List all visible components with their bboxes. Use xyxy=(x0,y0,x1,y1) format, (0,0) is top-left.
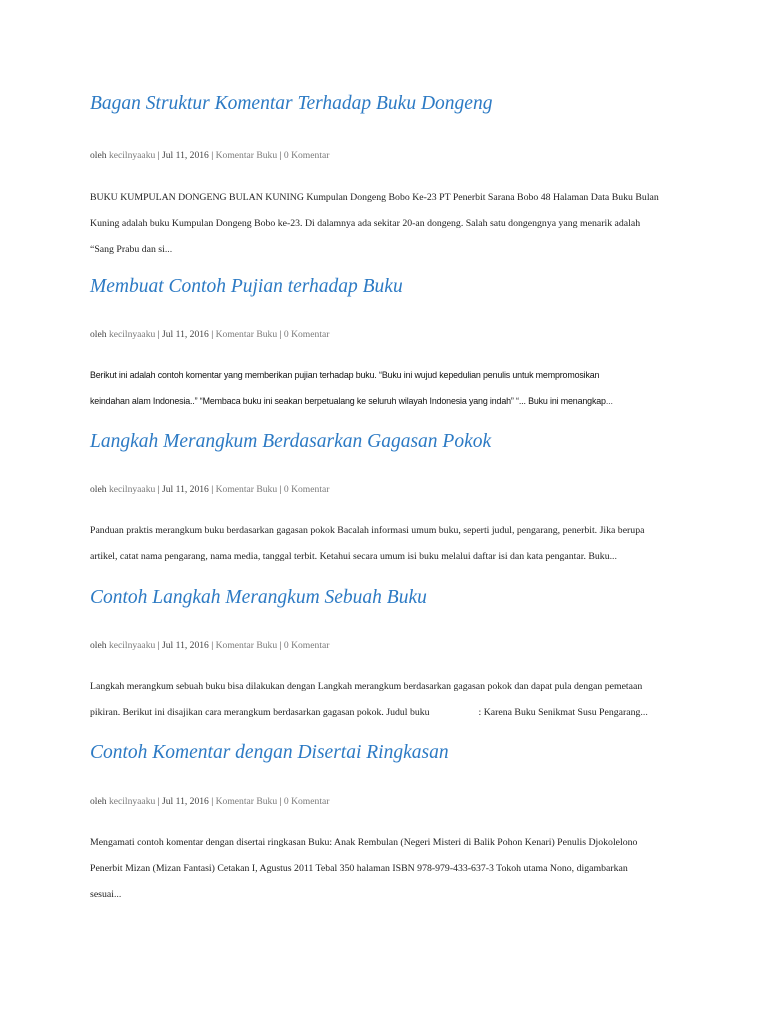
meta-category-link[interactable]: Komentar Buku xyxy=(215,329,278,340)
post-1 xyxy=(90,91,690,263)
excerpt-ellipsis: ... xyxy=(609,551,617,562)
meta-comments-link[interactable]: 0 Komentar xyxy=(283,484,330,495)
meta-by-label: oleh xyxy=(90,484,107,495)
post-excerpt xyxy=(90,674,690,726)
post-meta xyxy=(90,484,690,496)
post-meta xyxy=(90,796,690,808)
post-title[interactable]: Bagan Struktur Komentar Terhadap Buku Dongeng xyxy=(90,93,493,114)
post-4 xyxy=(90,585,690,726)
meta-separator: | xyxy=(157,329,160,340)
meta-date: Jul 11, 2016 xyxy=(162,484,209,495)
meta-by-label: oleh xyxy=(90,796,107,807)
meta-author-link[interactable]: kecilnyaaku xyxy=(108,329,156,340)
post-title[interactable]: Membuat Contoh Pujian terhadap Buku xyxy=(90,276,403,297)
meta-separator: | xyxy=(157,484,160,495)
meta-comments-link[interactable]: 0 Komentar xyxy=(283,150,330,161)
meta-author-link[interactable]: kecilnyaaku xyxy=(108,484,156,495)
excerpt-ellipsis: ... xyxy=(640,707,648,718)
excerpt-line: Langkah merangkum sebuah buku bisa dilakukan dengan Langkah merangkum berdasarkan gagasan pokok dan dapat pula dengan pemetaan xyxy=(90,681,643,692)
post-meta xyxy=(90,329,690,341)
meta-date: Jul 11, 2016 xyxy=(162,329,209,340)
meta-category-link[interactable]: Komentar Buku xyxy=(215,640,278,651)
post-title[interactable]: Contoh Langkah Merangkum Sebuah Buku xyxy=(90,587,427,608)
meta-separator: | xyxy=(211,640,214,651)
meta-by-label: oleh xyxy=(90,329,107,340)
meta-category-link[interactable]: Komentar Buku xyxy=(215,484,278,495)
post-excerpt xyxy=(90,830,690,908)
meta-author-link[interactable]: kecilnyaaku xyxy=(108,796,156,807)
excerpt-ellipsis: ... xyxy=(605,396,613,406)
excerpt-line: Kuning adalah buku Kumpulan Dongeng Bobo ke-23. Di dalamnya ada sekitar 20-an dongeng. Salah satu dongengnya yang menarik adalah xyxy=(90,218,641,229)
excerpt-text: “Sang Prabu dan si xyxy=(90,244,165,255)
meta-separator: | xyxy=(279,796,282,807)
meta-comments-link[interactable]: 0 Komentar xyxy=(283,796,330,807)
meta-author-link[interactable]: kecilnyaaku xyxy=(108,640,156,651)
meta-separator: | xyxy=(157,640,160,651)
meta-separator: | xyxy=(279,329,282,340)
excerpt-line: Berikut ini adalah contoh komentar yang memberikan pujian terhadap buku. “Buku ini wujud kepedulian penulis untuk mempromosikan xyxy=(90,370,600,380)
meta-separator: | xyxy=(157,150,160,161)
excerpt-line xyxy=(90,237,690,263)
meta-author-link[interactable]: kecilnyaaku xyxy=(108,150,156,161)
post-2 xyxy=(90,274,690,414)
post-excerpt xyxy=(90,362,690,414)
meta-by-label: oleh xyxy=(90,640,107,651)
meta-separator: | xyxy=(211,796,214,807)
excerpt-line: Mengamati contoh komentar dengan disertai ringkasan Buku: Anak Rembulan (Negeri Misteri di Balik Pohon Kenari) Penulis Djokolelono xyxy=(90,837,638,848)
excerpt-line xyxy=(90,388,690,414)
post-excerpt xyxy=(90,185,690,263)
meta-separator: | xyxy=(157,796,160,807)
post-3 xyxy=(90,429,690,570)
post-title[interactable]: Langkah Merangkum Berdasarkan Gagasan Pokok xyxy=(90,431,492,452)
meta-category-link[interactable]: Komentar Buku xyxy=(215,796,278,807)
excerpt-line: Penerbit Mizan (Mizan Fantasi) Cetakan I, Agustus 2011 Tebal 350 halaman ISBN 978-979-433-637-3 Tokoh utama Nono, digambarkan xyxy=(90,863,628,874)
post-5 xyxy=(90,740,690,908)
excerpt-line xyxy=(90,544,690,570)
meta-separator: | xyxy=(279,484,282,495)
excerpt-text: pikiran. Berikut ini disajikan cara merangkum berdasarkan gagasan pokok. Judul buku : Karena Buku Senikmat Susu Pengarang xyxy=(90,707,641,718)
excerpt-text: keindahan alam Indonesia..” “Membaca buku ini seakan berpetualang ke seluruh wilayah Indonesia yang indah” “... Buku ini menangkap xyxy=(90,396,606,406)
meta-separator: | xyxy=(211,484,214,495)
post-meta xyxy=(90,150,690,162)
meta-comments-link[interactable]: 0 Komentar xyxy=(283,329,330,340)
excerpt-ellipsis: ... xyxy=(113,889,122,900)
excerpt-line: BUKU KUMPULAN DONGENG BULAN KUNING Kumpulan Dongeng Bobo Ke-23 PT Penerbit Sarana Bobo 48 Halaman Data Buku Bulan xyxy=(90,192,659,203)
meta-separator: | xyxy=(211,150,214,161)
meta-date: Jul 11, 2016 xyxy=(162,640,209,651)
post-title[interactable]: Contoh Komentar dengan Disertai Ringkasan xyxy=(90,742,449,763)
meta-comments-link[interactable]: 0 Komentar xyxy=(283,640,330,651)
excerpt-line xyxy=(90,882,690,908)
meta-date: Jul 11, 2016 xyxy=(162,796,209,807)
excerpt-text: sesuai xyxy=(90,889,114,900)
meta-separator: | xyxy=(279,150,282,161)
excerpt-text: artikel, catat nama pengarang, nama media, tanggal terbit. Ketahui secara umum isi buku melalui daftar isi dan kata pengantar. Buku xyxy=(90,551,610,562)
post-meta xyxy=(90,640,690,652)
meta-separator: | xyxy=(211,329,214,340)
excerpt-ellipsis: ... xyxy=(164,244,173,255)
excerpt-line: Panduan praktis merangkum buku berdasarkan gagasan pokok Bacalah informasi umum buku, seperti judul, pengarang, penerbit. Jika berupa xyxy=(90,525,645,536)
meta-by-label: oleh xyxy=(90,150,107,161)
excerpt-line xyxy=(90,700,690,726)
post-excerpt xyxy=(90,518,690,570)
meta-date: Jul 11, 2016 xyxy=(162,150,209,161)
meta-separator: | xyxy=(279,640,282,651)
meta-category-link[interactable]: Komentar Buku xyxy=(215,150,278,161)
